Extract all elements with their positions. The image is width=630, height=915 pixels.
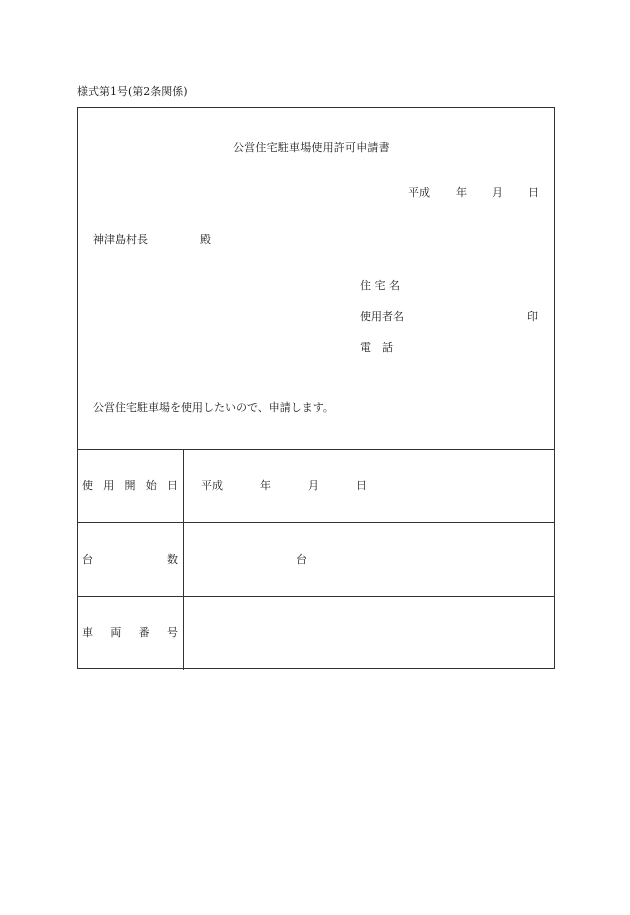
table-top-divider bbox=[78, 449, 554, 450]
request-statement: 公営住宅駐車場を使用したいので、申請します。 bbox=[93, 401, 334, 414]
vehicle-count-label bbox=[82, 554, 178, 565]
vehicle-number-label-char: 番 bbox=[138, 626, 150, 639]
vehicle-number-label-char: 車 bbox=[82, 626, 93, 639]
date-year-label: 年 bbox=[456, 186, 467, 199]
start-date-month-label: 月 bbox=[308, 479, 319, 492]
application-form-frame bbox=[77, 107, 555, 669]
form-title: 公営住宅駐車場使用許可申請書 bbox=[233, 141, 390, 154]
vehicle-count-unit: 台 bbox=[296, 553, 307, 566]
table-row-divider-1 bbox=[78, 522, 554, 523]
phone-label: 電 話 bbox=[360, 341, 393, 354]
housing-name-label: 住 宅 名 bbox=[360, 279, 400, 292]
start-date-day-label: 日 bbox=[356, 479, 367, 492]
user-name-label: 使用者名 bbox=[360, 310, 404, 323]
start-date-era: 平成 bbox=[201, 479, 223, 492]
table-column-divider bbox=[183, 449, 184, 670]
seal-mark: 印 bbox=[527, 310, 538, 323]
start-date-label-char: 日 bbox=[167, 479, 178, 492]
start-date-year-label: 年 bbox=[260, 479, 271, 492]
date-day-label: 日 bbox=[528, 186, 539, 199]
start-date-label-char: 使 bbox=[82, 479, 93, 492]
vehicle-count-label-char: 数 bbox=[167, 553, 178, 566]
vehicle-number-label bbox=[82, 627, 178, 638]
vehicle-number-label-char: 両 bbox=[110, 626, 122, 639]
start-date-label bbox=[82, 480, 178, 491]
start-date-label-char: 用 bbox=[103, 479, 115, 492]
date-era: 平成 bbox=[408, 186, 430, 199]
date-month-label: 月 bbox=[492, 186, 503, 199]
form-number: 様式第1号(第2条関係) bbox=[77, 85, 188, 98]
start-date-label-char: 始 bbox=[145, 479, 157, 492]
start-date-label-char: 開 bbox=[124, 479, 136, 492]
addressee-name: 神津島村長 bbox=[93, 233, 148, 246]
addressee-honorific: 殿 bbox=[200, 233, 211, 246]
vehicle-number-label-char: 号 bbox=[166, 626, 178, 639]
vehicle-count-label-char: 台 bbox=[82, 553, 93, 566]
table-row-divider-2 bbox=[78, 596, 554, 597]
